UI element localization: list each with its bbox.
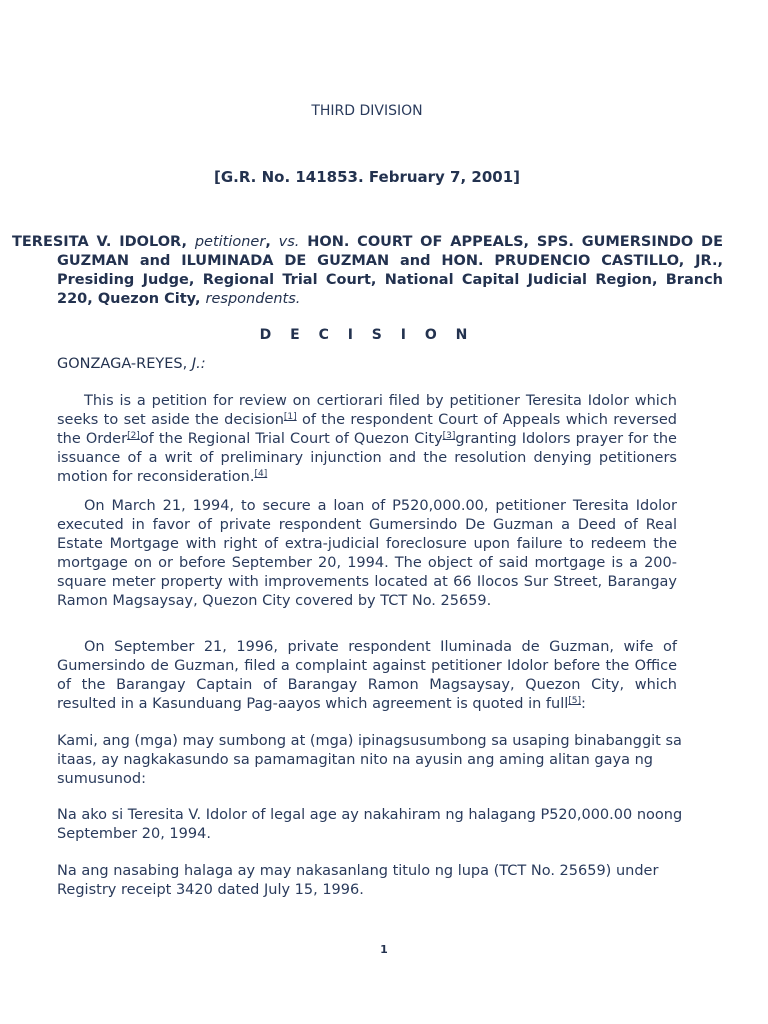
paragraph-2 <box>57 497 677 611</box>
page-number: 1 <box>380 943 388 956</box>
quoted-agreement-3: Na ang nasabing halaga ay may nakasanlang titulo ng lupa (TCT No. 25659) under Registry receipt 3420 dated July 15, 1996. <box>57 863 659 898</box>
division-heading: THIRD DIVISION <box>311 103 423 119</box>
footnote-link-1[interactable]: [1] <box>283 412 297 422</box>
respondents-role: respondents. <box>205 291 301 307</box>
quoted-agreement-1: Kami, ang (mga) may sumbong at (mga) ipinagsusumbong sa usaping binabanggit sa itaas, ay nagkakasundo sa pamamagitan nito na ayusin ang aming alitan gaya ng sumusunod: <box>57 733 682 787</box>
paragraph-1 <box>57 392 677 487</box>
footnote-link-2[interactable]: [2] <box>127 431 140 441</box>
paragraph-1-text-b: of the respondent Court of Appeals which reversed the Order <box>57 412 677 447</box>
versus-label: vs. <box>278 234 300 250</box>
paragraph-2-text: On March 21, 1994, to secure a loan of P520,000.00, petitioner Teresita Idolor executed in favor of private respondent Gumersindo De Guzman a Deed of Real Estate Mortgage with right of extra-judicial foreclosure upon failure to redeem the mortgage on or before September 20, 1994. The object of said mortgage is a 200-square meter property with improvements located at 66 Ilocos Sur Street, Barangay Ramon Magsaysay, Quezon City covered by TCT No. 25659. <box>57 498 677 609</box>
ponente-title: J.: <box>191 356 206 372</box>
ponente-name: GONZAGA-REYES, <box>57 356 188 372</box>
paragraph-3-text-b: : <box>581 696 586 712</box>
footnote-link-5[interactable]: [5] <box>568 696 581 706</box>
paragraph-1-text-c: of the Regional Trial Court of Quezon City <box>139 431 443 447</box>
petitioner-name: TERESITA V. IDOLOR, <box>12 234 187 250</box>
decision-heading: D E C I S I O N <box>259 327 475 343</box>
footnote-link-4[interactable]: [4] <box>254 469 268 479</box>
ponente <box>57 356 206 372</box>
quoted-agreement-2: Na ako si Teresita V. Idolor of legal age ay nakahiram ng halagang P520,000.00 noong September 20, 1994. <box>57 807 683 842</box>
petitioner-role: petitioner <box>194 234 266 250</box>
case-number: [G.R. No. 141853. February 7, 2001] <box>213 168 521 186</box>
paragraph-3-text-a: On September 21, 1996, private respondent Iluminada de Guzman, wife of Gumersindo de Guzman, filed a complaint against petitioner Idolor before the Office of the Barangay Captain of Barangay Ramon Magsaysay, Quezon City, which resulted in a Kasunduang Pag-aayos which agreement is quoted in full <box>57 639 677 712</box>
respondents-names: HON. COURT OF APPEALS, SPS. GUMERSINDO DE GUZMAN and ILUMINADA DE GUZMAN and HON. PRUDENCIO CASTILLO, JR., Presiding Judge, Regional Trial Court, National Capital Judicial Region, Branch 220, Quezon City, <box>57 234 723 307</box>
paragraph-3 <box>57 638 677 714</box>
case-parties: TERESITA V. IDOLOR, petitioner, vs. HON. COURT OF APPEALS, SPS. GUMERSINDO DE GUZMAN and ILUMINADA DE GUZMAN and HON. PRUDENCIO CASTILLO, JR., Presiding Judge, Regional Trial Court, National Capital Judicial Region, Branch 220, Quezon City, respondents. <box>12 234 723 307</box>
paragraph-1-text-a: This is a petition for review on certiorari filed by petitioner Teresita Idolor which seeks to set aside the decision <box>57 393 677 428</box>
footnote-link-3[interactable]: [3] <box>442 431 456 441</box>
paragraph-1-text-d: granting Idolors prayer for the issuance of a writ of preliminary injunction and the resolution denying petitioners motion for reconsideration. <box>57 431 677 485</box>
